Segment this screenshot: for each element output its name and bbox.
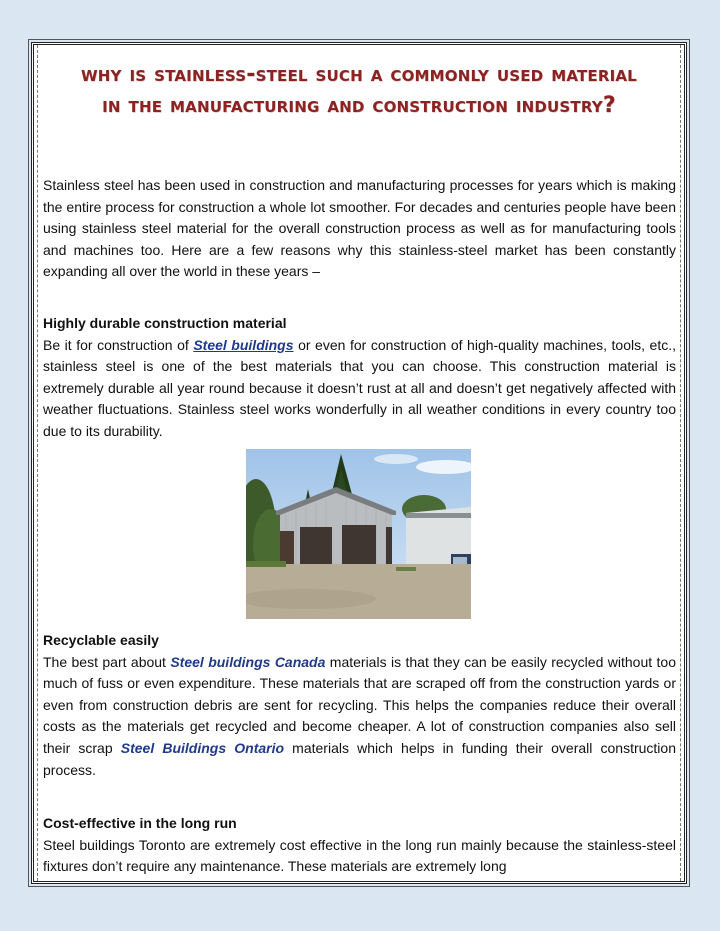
section-paragraph-cost-effective: Steel buildings Toronto are extremely cost effective in the long run mainly because the stainless-steel fixtures don’t require any maintenance. These materials are extremely long [43,836,676,875]
paragraph-text: materials is that they can be easily recycled without too much of fuss or even expenditure. These materials that are scraped off from the construction yards or even from construction debris are sent for recycling. This helps the companies reduce their overall costs as the materials get recycled and become cheaper. A lot of construction companies also sell their scrap [43,653,676,756]
document-page [31,42,687,884]
steel-buildings-ontario-link[interactable]: Steel Buildings Ontario [120,739,285,756]
paragraph-text: materials which helps in funding their overall construction process. [43,739,676,778]
intro-paragraph: Stainless steel has been used in construction and manufacturing processes for years which is making the entire process for construction a whole lot smoother. For decades and centuries people have been using stainless steel material for the overall construction process as well as for manufacturing tools and machines too. Here are a few reasons why this stainless-steel market has been constantly expanding all over the world in these years – [43,177,676,280]
section-heading-cost-effective: Cost-effective in the long run [43,815,237,831]
page-title: why is stainless-steel such a commonly used material in the manufacturing and construction industry? [81,62,637,118]
paragraph-text: The best part about [43,653,171,670]
left-border-rule [37,45,38,881]
steel-buildings-link[interactable]: Steel buildings [193,336,294,353]
section-cost-effective [43,813,676,878]
section-paragraph-recyclable [43,652,676,782]
section-heading-recyclable: Recyclable easily [43,632,159,648]
steel-buildings-canada-link[interactable]: Steel buildings Canada [170,653,326,670]
paragraph-text: Be it for construction of [43,336,194,353]
section-durable [43,313,676,443]
steel-building-photo [246,449,471,619]
section-recyclable [43,630,676,781]
right-border-rule [680,45,681,881]
section-heading-durable: Highly durable construction material [43,315,287,331]
section-paragraph-durable [43,335,676,443]
paragraph-text: or even for construction of high-quality machines, tools, etc., stainless steel is one of the best materials that you can choose. This construction material is extremely durable all year round because it doesn’t rust at all and doesn’t get negatively affected with weather fluctuations. Stainless steel works wonderfully in all weather conditions in every country too due to its durability. [43,336,676,439]
